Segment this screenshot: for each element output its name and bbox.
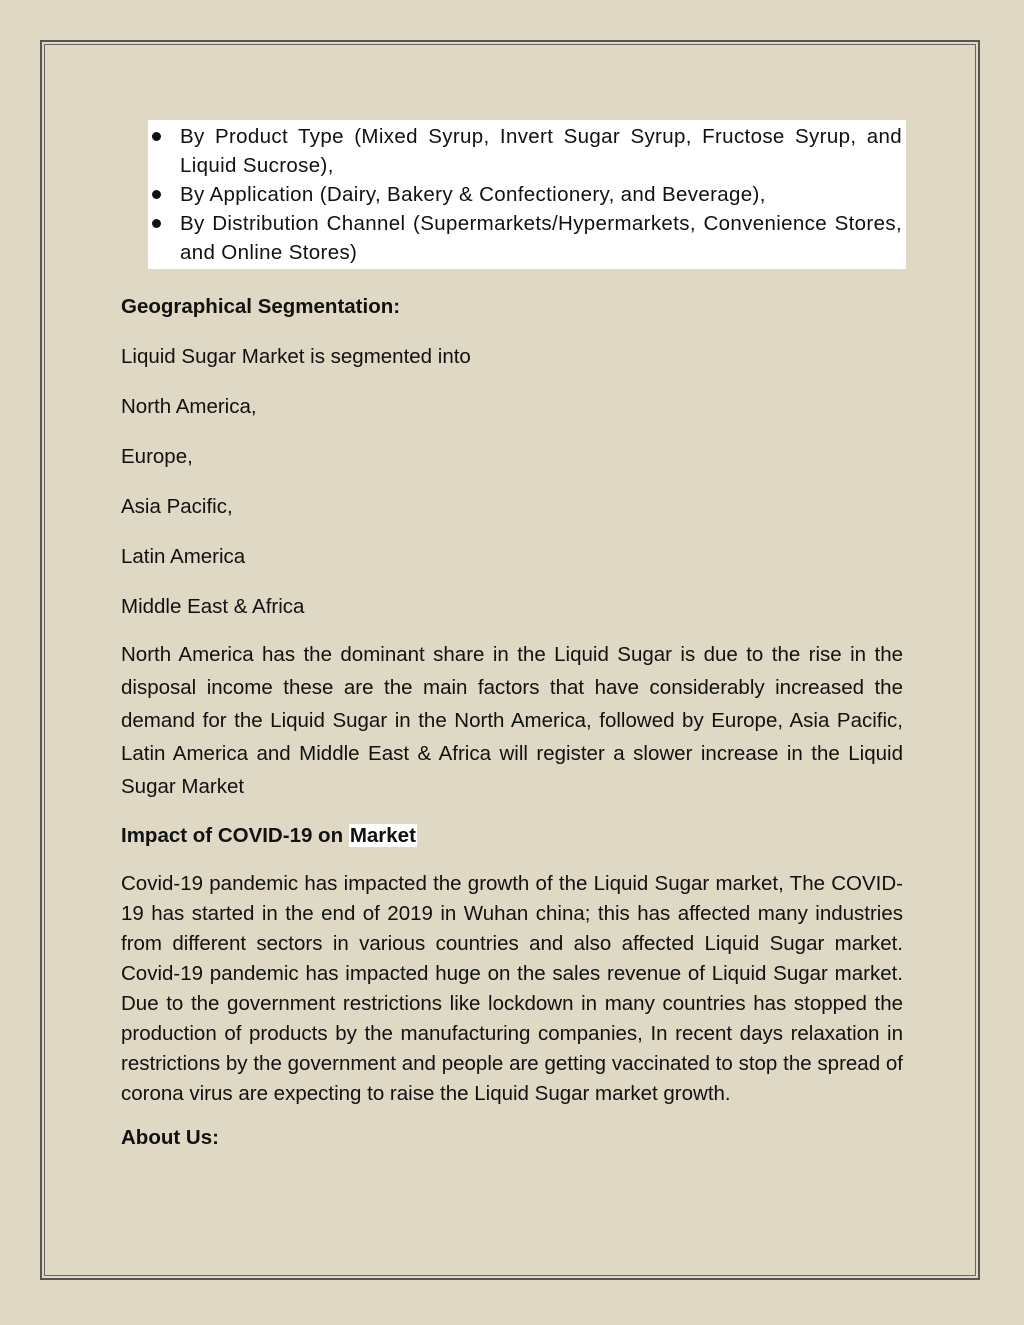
- about-heading: About Us:: [121, 1126, 219, 1149]
- bullet-dot-icon: [152, 219, 161, 228]
- segmentation-bullet-list: [148, 120, 906, 269]
- covid-paragraph: Covid-19 pandemic has impacted the growth of the Liquid Sugar market, The COVID-19 has started in the end of 2019 in Wuhan china; this has affected many industries from different sectors in various countries and also affected Liquid Sugar market. Covid-19 pandemic has impacted huge on the sales revenue of Liquid Sugar market. Due to the government restrictions like lockdown in many countries has stopped the production of products by the manufacturing companies, In recent days relaxation in restrictions by the government and people are getting vaccinated to stop the spread of corona virus are expecting to raise the Liquid Sugar market growth.: [121, 872, 903, 1105]
- region-europe: Europe,: [121, 445, 193, 468]
- covid-heading: [121, 823, 903, 849]
- bullet-item-distribution-channel: By Distribution Channel (Supermarkets/Hypermarkets, Convenience Stores, and Online Stores): [148, 209, 902, 267]
- bullet-dot-icon: [152, 132, 161, 141]
- covid-heading-highlight: Market: [349, 824, 416, 847]
- covid-heading-prefix: Impact of COVID-19 on: [121, 824, 349, 847]
- region-latin-america: Latin America: [121, 545, 246, 568]
- region-asia-pacific: Asia Pacific,: [121, 495, 233, 518]
- geo-intro: Liquid Sugar Market is segmented into: [121, 345, 471, 368]
- geo-heading: Geographical Segmentation:: [121, 295, 401, 318]
- geo-paragraph: North America has the dominant share in the Liquid Sugar is due to the rise in the disposal income these are the main factors that have considerably increased the demand for the Liquid Sugar in the North America, followed by Europe, Asia Pacific, Latin America and Middle East & Africa will register a slower increase in the Liquid Sugar Market: [121, 643, 903, 798]
- page-content: [121, 120, 903, 1151]
- bullet-dot-icon: [152, 190, 161, 199]
- region-north-america: North America,: [121, 395, 257, 418]
- region-middle-east-africa: Middle East & Africa: [121, 595, 305, 618]
- bullet-item-application: By Application (Dairy, Bakery & Confectionery, and Beverage),: [148, 180, 902, 209]
- bullet-item-product-type: By Product Type (Mixed Syrup, Invert Sugar Syrup, Fructose Syrup, and Liquid Sucrose),: [148, 122, 902, 180]
